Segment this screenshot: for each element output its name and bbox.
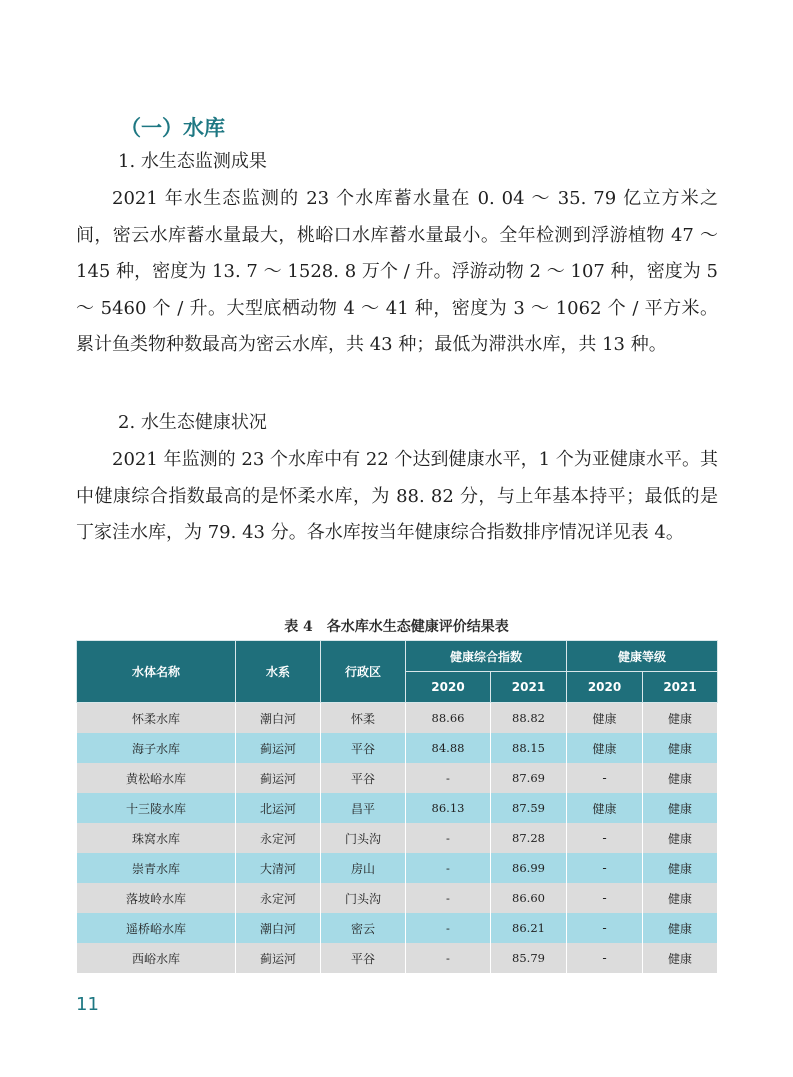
cell-district: 怀柔	[321, 703, 406, 734]
cell-name: 黄松峪水库	[77, 763, 236, 793]
table-row	[77, 703, 718, 734]
cell-index-2020: 84.88	[406, 733, 491, 763]
cell-index-2021: 86.21	[491, 913, 567, 943]
cell-name: 遥桥峪水库	[77, 913, 236, 943]
cell-grade-2020: -	[567, 913, 643, 943]
table-row	[77, 733, 718, 763]
cell-grade-2021: 健康	[643, 703, 718, 734]
header-index-2020: 2020	[406, 672, 491, 703]
cell-district: 昌平	[321, 793, 406, 823]
section-heading: （一）水库	[120, 116, 225, 140]
cell-district: 平谷	[321, 943, 406, 973]
table-row	[77, 883, 718, 913]
cell-district: 门头沟	[321, 823, 406, 853]
cell-index-2020: -	[406, 913, 491, 943]
cell-district: 密云	[321, 913, 406, 943]
cell-grade-2021: 健康	[643, 763, 718, 793]
cell-index-2020: -	[406, 823, 491, 853]
cell-grade-2020: -	[567, 943, 643, 973]
cell-index-2021: 86.60	[491, 883, 567, 913]
cell-district: 平谷	[321, 763, 406, 793]
header-index-group: 健康综合指数	[406, 641, 567, 672]
cell-grade-2020: 健康	[567, 793, 643, 823]
table-row	[77, 943, 718, 973]
cell-grade-2021: 健康	[643, 853, 718, 883]
monitoring-paragraph: 2021 年水生态监测的 23 个水库蓄水量在 0. 04 ～ 35. 79 亿立方米之间，密云水库蓄水量最大，桃峪口水库蓄水量最小。全年检测到浮游植物 47 ～ 145 种，密度为 13. 7 ～ 1528. 8 万个 / 升。浮游动物 2 ～ 107 种，密度为 5 ～ 5460 个 / 升。大型底栖动物 4 ～ 41 种，密度为 3 ～ 1062 个 / 平方米。累计鱼类物种数最高为密云水库，共 43 种；最低为滞洪水库，共 13 种。	[76, 188, 718, 356]
cell-system: 北运河	[236, 793, 321, 823]
cell-index-2020: 88.66	[406, 703, 491, 734]
header-grade-group: 健康等级	[567, 641, 718, 672]
cell-grade-2021: 健康	[643, 823, 718, 853]
table-caption: 表 4 各水库水生态健康评价结果表	[284, 619, 509, 635]
cell-name: 十三陵水库	[77, 793, 236, 823]
monitoring-heading: 1. 水生态监测成果	[118, 151, 267, 172]
cell-index-2021: 87.28	[491, 823, 567, 853]
cell-index-2020: -	[406, 853, 491, 883]
cell-index-2020: -	[406, 943, 491, 973]
health-results-table	[76, 640, 718, 973]
cell-name: 珠窝水库	[77, 823, 236, 853]
cell-district: 平谷	[321, 733, 406, 763]
header-grade-2021: 2021	[643, 672, 718, 703]
cell-grade-2020: 健康	[567, 703, 643, 734]
header-system: 水系	[236, 641, 321, 703]
table-row	[77, 913, 718, 943]
cell-system: 蓟运河	[236, 733, 321, 763]
cell-system: 蓟运河	[236, 763, 321, 793]
cell-system: 潮白河	[236, 913, 321, 943]
health-heading: 2. 水生态健康状况	[118, 412, 267, 433]
health-paragraph: 2021 年监测的 23 个水库中有 22 个达到健康水平，1 个为亚健康水平。其中健康综合指数最高的是怀柔水库，为 88. 82 分，与上年基本持平；最低的是丁家洼水库，为 79. 43 分。各水库按当年健康综合指数排序情况详见表 4。	[76, 449, 718, 544]
cell-system: 永定河	[236, 883, 321, 913]
cell-index-2021: 86.99	[491, 853, 567, 883]
cell-grade-2020: -	[567, 823, 643, 853]
cell-grade-2020: -	[567, 883, 643, 913]
cell-grade-2021: 健康	[643, 883, 718, 913]
cell-grade-2021: 健康	[643, 793, 718, 823]
cell-index-2020: 86.13	[406, 793, 491, 823]
cell-system: 永定河	[236, 823, 321, 853]
cell-name: 落坡岭水库	[77, 883, 236, 913]
header-name: 水体名称	[77, 641, 236, 703]
table-row	[77, 823, 718, 853]
cell-grade-2020: -	[567, 853, 643, 883]
header-index-2021: 2021	[491, 672, 567, 703]
cell-name: 怀柔水库	[77, 703, 236, 734]
cell-grade-2020: -	[567, 763, 643, 793]
cell-index-2021: 87.69	[491, 763, 567, 793]
cell-district: 房山	[321, 853, 406, 883]
page-number: 11	[76, 994, 99, 1015]
cell-system: 蓟运河	[236, 943, 321, 973]
cell-name: 西峪水库	[77, 943, 236, 973]
cell-index-2021: 88.15	[491, 733, 567, 763]
cell-grade-2021: 健康	[643, 943, 718, 973]
table-row	[77, 793, 718, 823]
cell-system: 潮白河	[236, 703, 321, 734]
cell-district: 门头沟	[321, 883, 406, 913]
cell-index-2021: 88.82	[491, 703, 567, 734]
cell-grade-2021: 健康	[643, 913, 718, 943]
table-row	[77, 853, 718, 883]
header-district: 行政区	[321, 641, 406, 703]
cell-index-2020: -	[406, 763, 491, 793]
cell-grade-2020: 健康	[567, 733, 643, 763]
cell-index-2021: 85.79	[491, 943, 567, 973]
cell-name: 崇青水库	[77, 853, 236, 883]
cell-index-2020: -	[406, 883, 491, 913]
header-grade-2020: 2020	[567, 672, 643, 703]
cell-name: 海子水库	[77, 733, 236, 763]
cell-system: 大清河	[236, 853, 321, 883]
cell-grade-2021: 健康	[643, 733, 718, 763]
cell-index-2021: 87.59	[491, 793, 567, 823]
table-row	[77, 763, 718, 793]
